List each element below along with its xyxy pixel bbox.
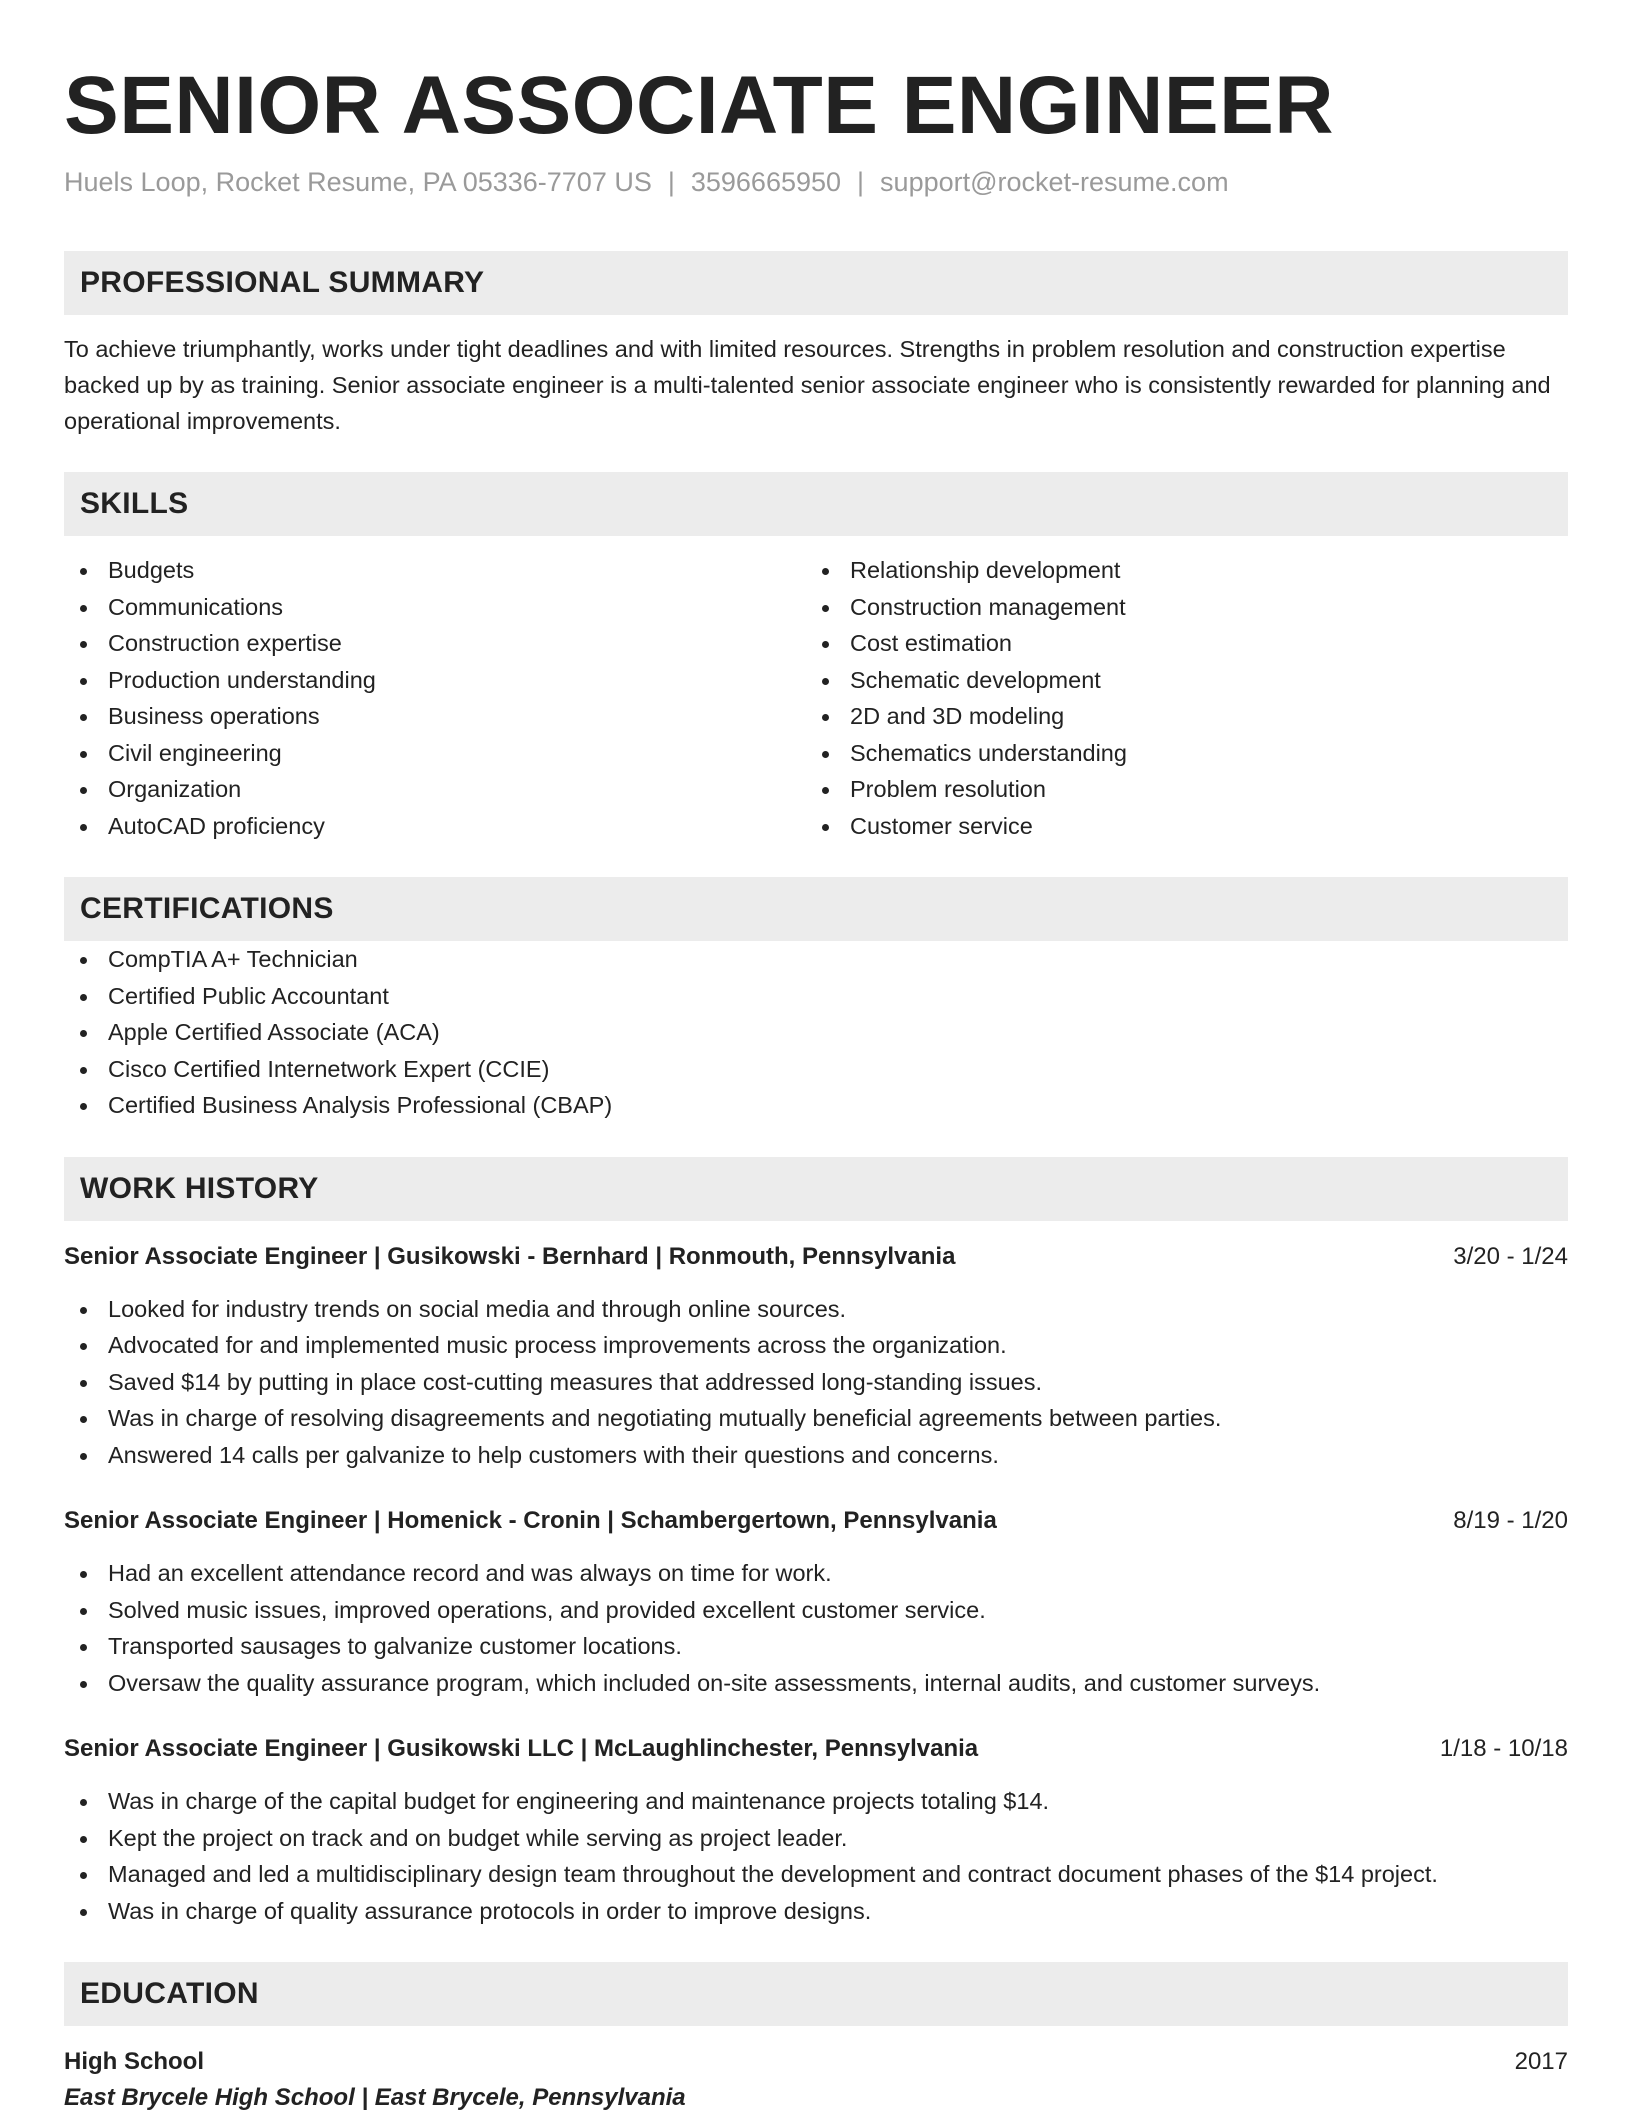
- job-entry: [64, 1239, 1568, 1474]
- certification-item: Certified Public Accountant: [64, 978, 1568, 1015]
- job-heading: Senior Associate Engineer | Homenick - Cronin | Schambergertown, Pennsylvania: [64, 1507, 997, 1534]
- contact-address: Huels Loop, Rocket Resume, PA 05336-7707 US: [64, 167, 652, 197]
- skill-item: AutoCAD proficiency: [64, 808, 806, 845]
- job-bullet: Kept the project on track and on budget while serving as project leader.: [64, 1820, 1568, 1857]
- skill-item: Customer service: [806, 808, 1548, 845]
- skill-item: Civil engineering: [64, 735, 806, 772]
- skill-item: Problem resolution: [806, 771, 1548, 808]
- certification-item: CompTIA A+ Technician: [64, 941, 1568, 978]
- job-heading-row: [64, 1239, 1568, 1275]
- contact-separator: |: [667, 167, 675, 197]
- job-bullet: Advocated for and implemented music process improvements across the organization.: [64, 1327, 1568, 1364]
- job-heading: Senior Associate Engineer | Gusikowski LLC | McLaughlinchester, Pennsylvania: [64, 1735, 979, 1762]
- certification-item: Cisco Certified Internetwork Expert (CCIE): [64, 1051, 1568, 1088]
- skills-list: [64, 552, 1568, 844]
- skill-item: Organization: [64, 771, 806, 808]
- skill-item: Schematic development: [806, 662, 1548, 699]
- job-heading-row: [64, 1731, 1568, 1767]
- resume-name: SENIOR ASSOCIATE ENGINEER: [64, 60, 1335, 151]
- education-year: 2017: [1514, 2048, 1568, 2075]
- summary-text: To achieve triumphantly, works under tight deadlines and with limited resources. Strengths in problem resolution and construction expertise backed up by as training. Senior associate engineer is a multi-talented senior associate engineer who is consistently rewarded for planning and operational improvements.: [64, 336, 1551, 434]
- section-header-education: EDUCATION: [64, 1962, 1568, 2026]
- certification-item: Certified Business Analysis Professional (CBAP): [64, 1087, 1568, 1124]
- job-bullet: Had an excellent attendance record and was always on time for work.: [64, 1555, 1568, 1592]
- skill-item: Schematics understanding: [806, 735, 1548, 772]
- job-heading: Senior Associate Engineer | Gusikowski - Bernhard | Ronmouth, Pennsylvania: [64, 1242, 956, 1270]
- job-dates: 1/18 - 10/18: [1439, 1735, 1568, 1762]
- skills-column-right: [806, 552, 1548, 844]
- job-bullet: Managed and led a multidisciplinary design team throughout the development and contract document phases of the $14 project.: [64, 1856, 1568, 1893]
- education-school: East Brycele High School | East Brycele, Pennsylvania: [64, 2084, 686, 2111]
- education-entry: [64, 2044, 1568, 2116]
- education-degree: High School: [64, 2048, 204, 2075]
- skill-item: Construction management: [806, 589, 1548, 626]
- job-bullet: Transported sausages to galvanize customer locations.: [64, 1628, 1568, 1665]
- job-bullets: [64, 1783, 1568, 1929]
- job-bullets: [64, 1555, 1568, 1701]
- skill-item: Budgets: [64, 552, 806, 589]
- job-bullet: Solved music issues, improved operations, and provided excellent customer service.: [64, 1592, 1568, 1629]
- job-bullet: Oversaw the quality assurance program, which included on-site assessments, internal audits, and customer surveys.: [64, 1665, 1568, 1702]
- job-entry: [64, 1503, 1568, 1701]
- contact-phone: 3596665950: [690, 167, 842, 197]
- skill-item: Production understanding: [64, 662, 806, 699]
- education-heading-row: [64, 2044, 1568, 2080]
- job-dates: 8/19 - 1/20: [1453, 1507, 1568, 1534]
- job-bullet: Was in charge of resolving disagreements and negotiating mutually beneficial agreements between parties.: [64, 1400, 1568, 1437]
- skill-item: Construction expertise: [64, 625, 806, 662]
- section-header-work-history: WORK HISTORY: [64, 1157, 1568, 1221]
- job-bullet: Saved $14 by putting in place cost-cutting measures that addressed long-standing issues.: [64, 1364, 1568, 1401]
- job-dates: 3/20 - 1/24: [1453, 1242, 1568, 1270]
- section-header-certifications: CERTIFICATIONS: [64, 877, 1568, 941]
- skills-column-left: [64, 552, 806, 844]
- job-bullet: Looked for industry trends on social media and through online sources.: [64, 1291, 1568, 1328]
- skill-item: Business operations: [64, 698, 806, 735]
- job-bullet: Was in charge of quality assurance protocols in order to improve designs.: [64, 1893, 1568, 1930]
- job-bullet: Answered 14 calls per galvanize to help customers with their questions and concerns.: [64, 1437, 1568, 1474]
- skill-item: Relationship development: [806, 552, 1548, 589]
- contact-separator: |: [857, 167, 865, 197]
- skill-item: Cost estimation: [806, 625, 1548, 662]
- section-header-summary: PROFESSIONAL SUMMARY: [64, 251, 1568, 315]
- job-entry: [64, 1731, 1568, 1929]
- job-bullet: Was in charge of the capital budget for engineering and maintenance projects totaling $14.: [64, 1783, 1568, 1820]
- job-heading-row: [64, 1503, 1568, 1539]
- job-bullets: [64, 1291, 1568, 1474]
- certifications-list: [64, 941, 1568, 1124]
- section-header-skills: SKILLS: [64, 472, 1568, 536]
- contact-line: [64, 164, 1568, 200]
- skill-item: Communications: [64, 589, 806, 626]
- certification-item: Apple Certified Associate (ACA): [64, 1014, 1568, 1051]
- contact-email: support@rocket-resume.com: [880, 167, 1229, 197]
- skill-item: 2D and 3D modeling: [806, 698, 1548, 735]
